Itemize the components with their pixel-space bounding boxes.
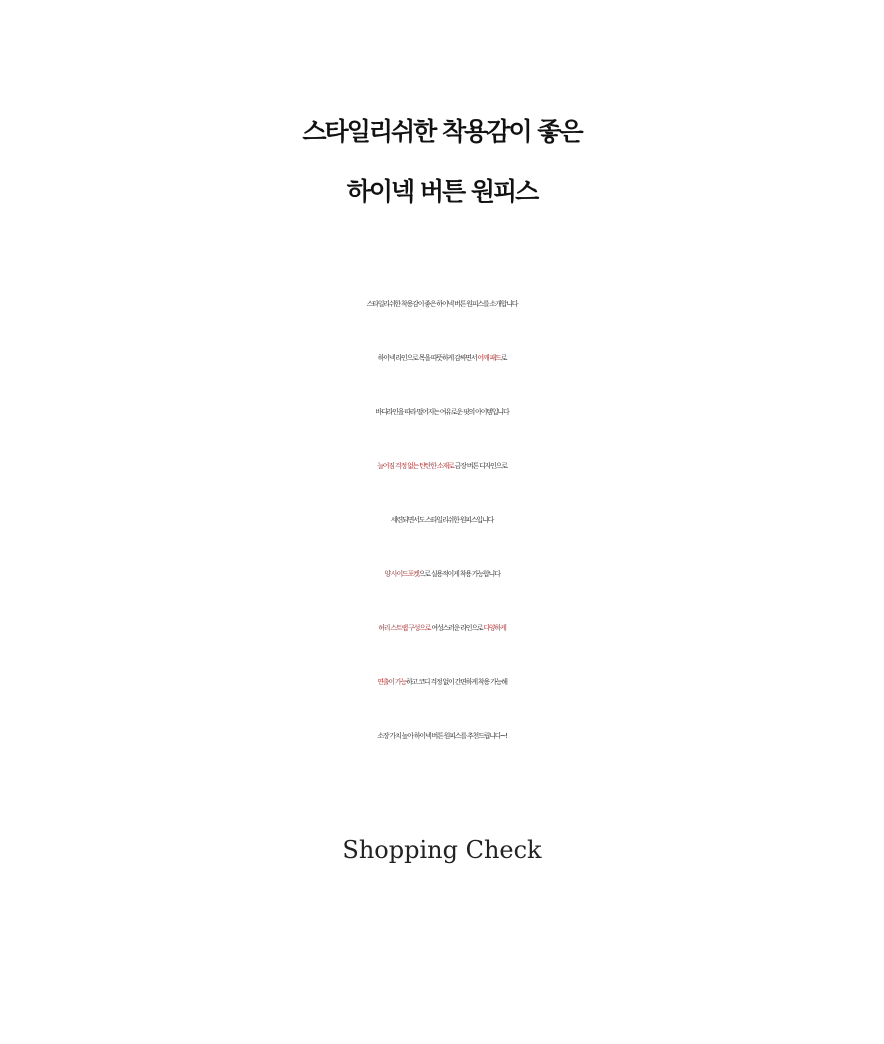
title-line-2: 하이넥 버튼 원피스 bbox=[346, 177, 538, 207]
description-text: 으로 실용적이게 착용 가능합니다 bbox=[418, 570, 500, 578]
description-text: 소장 가치 높아 하이넥 버튼 원피스를 추천드립니다~! bbox=[377, 732, 507, 740]
shopping-check-line-1 bbox=[0, 878, 884, 911]
description-line-3 bbox=[0, 385, 884, 439]
description-line-1 bbox=[0, 277, 884, 331]
description-highlight: 연출이 가능 bbox=[377, 678, 407, 686]
description-text: 여성스러운 라인으로 bbox=[430, 624, 484, 632]
description-line-9 bbox=[0, 709, 884, 763]
product-description bbox=[0, 277, 884, 763]
title-line-1: 스타일리쉬한 착용감이 좋은 bbox=[302, 117, 582, 147]
description-highlight: 어깨 패드 bbox=[477, 354, 501, 362]
description-highlight: 양 사이드포켓 bbox=[384, 570, 419, 578]
description-line-6 bbox=[0, 547, 884, 601]
description-text: 세련되면서도 스타일리쉬한 원피스입니다 bbox=[390, 516, 494, 524]
description-highlight: 허리 스트랩 구성으로 bbox=[378, 624, 431, 632]
description-line-7 bbox=[0, 601, 884, 655]
description-line-8 bbox=[0, 655, 884, 709]
description-text: 바디라인을 따라 떨어지는 여유로운 핏의 아이템입니다 bbox=[375, 408, 509, 416]
description-text: 로 bbox=[500, 354, 507, 362]
description-line-2 bbox=[0, 331, 884, 385]
description-text: 하이넥 라인으로 목을 따뜻하게 감싸면서 bbox=[377, 354, 478, 362]
description-text: 하고 코디 걱정 없이 간편하게 착용 가능해 bbox=[406, 678, 507, 686]
description-text: 금장 버튼 디자인으로 bbox=[453, 462, 507, 470]
shopping-check-title: Shopping Check bbox=[342, 836, 542, 864]
description-line-5 bbox=[0, 493, 884, 547]
description-highlight: 다양하게 bbox=[483, 624, 506, 632]
shopping-check-line-2 bbox=[0, 911, 884, 944]
page-title bbox=[0, 102, 884, 222]
description-text: 스타일리쉬한 착용감이 좋은 하이넥 버튼 원피스를 소개합니다 bbox=[366, 300, 518, 308]
description-highlight: 늘어짐 걱정 없는 탄탄한 소재로 bbox=[377, 462, 454, 470]
description-line-4 bbox=[0, 439, 884, 493]
shopping-check-notes bbox=[0, 878, 884, 977]
shopping-check-line-3 bbox=[0, 944, 884, 977]
